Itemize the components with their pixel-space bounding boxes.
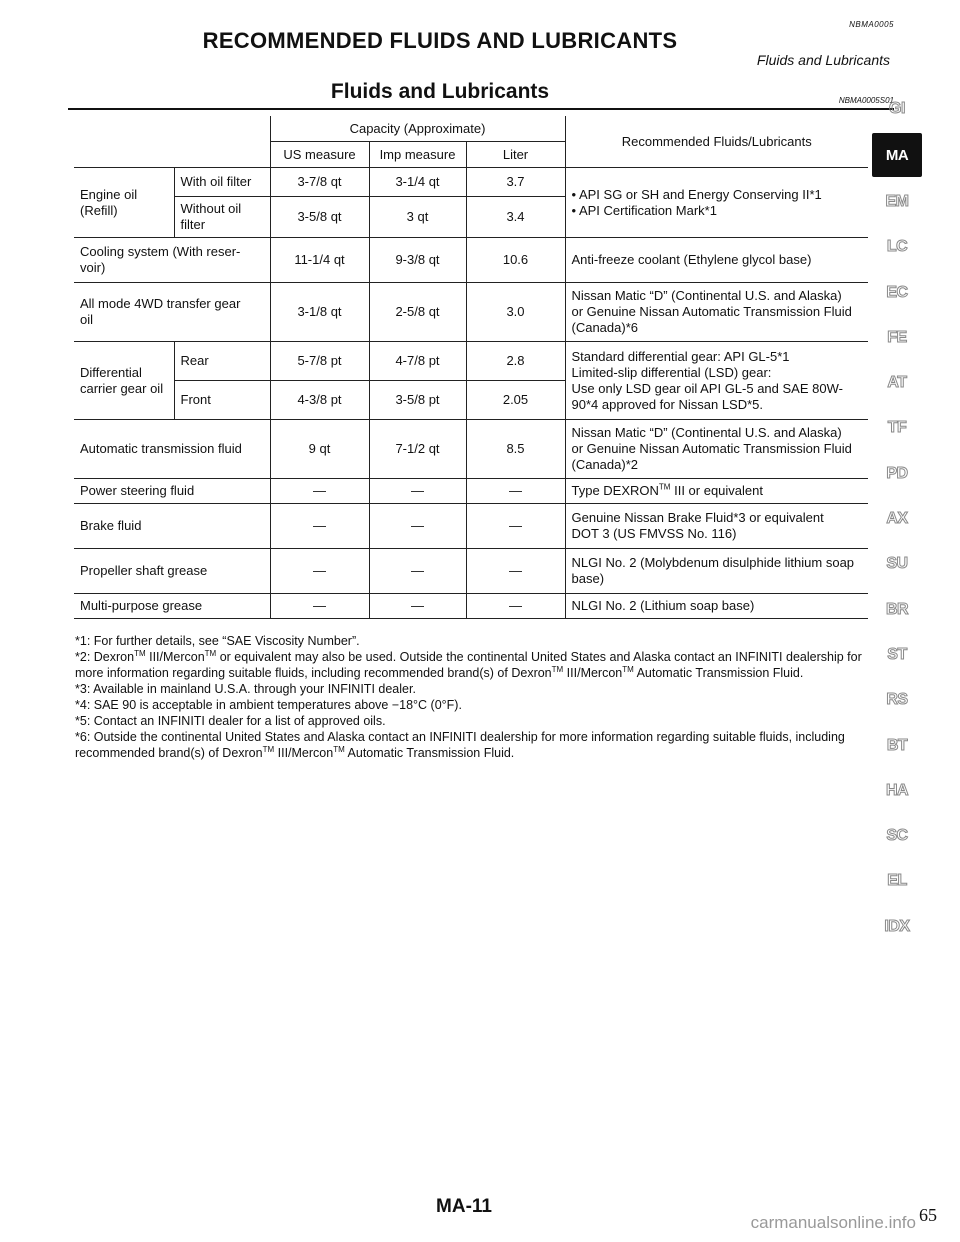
section-title: Fluids and Lubricants bbox=[330, 80, 550, 103]
table-cell: 2.05 bbox=[466, 381, 565, 420]
tab-tf[interactable]: TF bbox=[887, 419, 907, 437]
tab-em[interactable]: EM bbox=[885, 192, 909, 210]
table-cell: 4-7/8 pt bbox=[369, 342, 466, 381]
tab-br[interactable]: BR bbox=[885, 600, 909, 618]
table-cell: — bbox=[270, 594, 369, 619]
multipurpose-grease-recommendation: NLGI No. 2 (Lithium soap base) bbox=[565, 594, 868, 619]
recommended-header: Recommended Fluids/Lubricants bbox=[565, 116, 868, 168]
tab-sc[interactable]: SC bbox=[886, 827, 908, 845]
table-cell: — bbox=[466, 479, 565, 504]
table-cell: 11-1/4 qt bbox=[270, 238, 369, 283]
propeller-grease-recommendation: NLGI No. 2 (Molybdenum disulphide lithium soap base) bbox=[565, 549, 868, 594]
table-cell: 3 qt bbox=[369, 197, 466, 238]
tab-lc[interactable]: LC bbox=[886, 238, 908, 256]
tab-pd[interactable]: PD bbox=[886, 464, 908, 482]
table-row bbox=[74, 420, 868, 479]
header-code: NBMA0005 bbox=[849, 20, 894, 29]
table-cell: 3.7 bbox=[466, 168, 565, 197]
tab-ha[interactable]: HA bbox=[885, 781, 909, 799]
table-cell: 7-1/2 qt bbox=[369, 420, 466, 479]
imp-measure-header: Imp measure bbox=[369, 142, 466, 168]
page-title: RECOMMENDED FLUIDS AND LUBRICANTS bbox=[202, 28, 678, 53]
table-row bbox=[74, 594, 868, 619]
table-row bbox=[74, 283, 868, 342]
table-cell: 3-1/8 qt bbox=[270, 283, 369, 342]
table-cell: 3.0 bbox=[466, 283, 565, 342]
cooling-recommendation: Anti-freeze coolant (Ethylene glycol base) bbox=[565, 238, 868, 283]
capacity-header: Capacity (Approximate) bbox=[270, 116, 565, 142]
atf-recommendation: Nissan Matic “D” (Continental U.S. and Alaska) or Genuine Nissan Automatic Transmission Fluid (Canada)*2 bbox=[565, 420, 868, 479]
tab-gi[interactable]: GI bbox=[889, 99, 905, 117]
footnote-2: *2: Dexron™ III/Mercon™ or equivalent may also be used. Outside the continental United States and Alaska contact an INFINITI dealership for more information regarding suitable fluids, including recommended brand(s) of Dexron™ III/Mercon™ Automatic Transmission Fluid. bbox=[75, 648, 862, 680]
tab-at[interactable]: AT bbox=[887, 374, 907, 392]
table-cell: — bbox=[369, 504, 466, 549]
brake-fluid-label: Brake fluid bbox=[74, 504, 270, 549]
table-cell: — bbox=[369, 549, 466, 594]
table-row bbox=[74, 479, 868, 504]
table-row bbox=[74, 504, 868, 549]
footnote-6: *6: Outside the continental United States and Alaska contact an INFINITI dealership for more information regarding suitable fluids, including recommended brand(s) of Dexron™ III/Mercon™ Automatic Transmission Fluid. bbox=[75, 730, 845, 760]
table-cell: — bbox=[270, 479, 369, 504]
table-cell: — bbox=[466, 504, 565, 549]
tab-ax[interactable]: AX bbox=[886, 510, 908, 528]
footnotes bbox=[75, 633, 881, 761]
table-cell: 3-7/8 qt bbox=[270, 168, 369, 197]
footnote-5: *5: Contact an INFINITI dealer for a list of approved oils. bbox=[75, 714, 386, 728]
tab-bt[interactable]: BT bbox=[886, 736, 908, 754]
table-cell: — bbox=[270, 504, 369, 549]
table-cell: 5-7/8 pt bbox=[270, 342, 369, 381]
engine-with-filter-label: With oil filter bbox=[174, 168, 270, 197]
table-cell: 8.5 bbox=[466, 420, 565, 479]
page-number: MA-11 bbox=[436, 1196, 492, 1217]
engine-without-filter-label: Without oil filter bbox=[174, 197, 270, 238]
tab-idx[interactable]: IDX bbox=[884, 917, 910, 935]
table-cell: 10.6 bbox=[466, 238, 565, 283]
table-cell: 3-1/4 qt bbox=[369, 168, 466, 197]
table-cell: 3-5/8 qt bbox=[270, 197, 369, 238]
differential-recommendation: Standard differential gear: API GL-5*1 Limited-slip differential (LSD) gear: Use only LSD gear oil API GL-5 and SAE 80W- 90*4 approved for Nissan LSD*5. bbox=[565, 342, 868, 420]
diff-front-label: Front bbox=[174, 381, 270, 420]
watermark: carmanualsonline.info bbox=[750, 1213, 916, 1232]
footnote-3: *3: Available in mainland U.S.A. through your INFINITI dealer. bbox=[75, 682, 416, 696]
tab-ma[interactable]: MA bbox=[872, 133, 922, 177]
table-cell: — bbox=[466, 549, 565, 594]
tab-fe[interactable]: FE bbox=[887, 328, 907, 346]
table-row bbox=[74, 238, 868, 283]
tab-ec[interactable]: EC bbox=[886, 283, 908, 301]
tab-su[interactable]: SU bbox=[886, 555, 908, 573]
table-row bbox=[74, 168, 868, 197]
table-cell: 9-3/8 qt bbox=[369, 238, 466, 283]
table-cell: — bbox=[466, 594, 565, 619]
page-subtitle: Fluids and Lubricants bbox=[756, 52, 890, 68]
table-cell: — bbox=[369, 479, 466, 504]
section-tabs bbox=[872, 86, 922, 949]
tab-el[interactable]: EL bbox=[887, 872, 907, 890]
multipurpose-grease-label: Multi-purpose grease bbox=[74, 594, 270, 619]
footnote-4: *4: SAE 90 is acceptable in ambient temperatures above −18°C (0°F). bbox=[75, 698, 462, 712]
transfer-recommendation: Nissan Matic “D” (Continental U.S. and Alaska) or Genuine Nissan Automatic Transmission Fluid (Canada)*6 bbox=[565, 283, 868, 342]
atf-label: Automatic transmission fluid bbox=[74, 420, 270, 479]
table-cell: 4-3/8 pt bbox=[270, 381, 369, 420]
footnote-1: *1: For further details, see “SAE Viscosity Number”. bbox=[75, 634, 360, 648]
diff-rear-label: Rear bbox=[174, 342, 270, 381]
propeller-grease-label: Propeller shaft grease bbox=[74, 549, 270, 594]
table-row bbox=[74, 342, 868, 381]
transfer-label: All mode 4WD transfer gear oil bbox=[74, 283, 270, 342]
table-row bbox=[74, 549, 868, 594]
section-rule bbox=[68, 108, 894, 110]
table-cell: — bbox=[369, 594, 466, 619]
table-cell: 9 qt bbox=[270, 420, 369, 479]
tab-rs[interactable]: RS bbox=[886, 691, 908, 709]
us-measure-header: US measure bbox=[270, 142, 369, 168]
table-cell: 3-5/8 pt bbox=[369, 381, 466, 420]
table-cell: 3.4 bbox=[466, 197, 565, 238]
tab-st[interactable]: ST bbox=[887, 645, 907, 663]
liter-header: Liter bbox=[466, 142, 565, 168]
power-steering-label: Power steering fluid bbox=[74, 479, 270, 504]
fluids-table bbox=[74, 116, 868, 619]
page-corner-number: 65 bbox=[919, 1205, 937, 1225]
table-cell: 2-5/8 qt bbox=[369, 283, 466, 342]
cooling-label: Cooling system (With reser- voir) bbox=[74, 238, 270, 283]
table-cell: — bbox=[270, 549, 369, 594]
differential-label: Differential carrier gear oil bbox=[74, 342, 174, 420]
power-steering-recommendation: Type DEXRON™ III or equivalent bbox=[565, 479, 868, 504]
table-header-row bbox=[74, 116, 868, 142]
engine-oil-label: Engine oil (Refill) bbox=[74, 168, 174, 238]
table-cell: 2.8 bbox=[466, 342, 565, 381]
section-code: NBMA0005S01 bbox=[838, 96, 894, 105]
brake-fluid-recommendation: Genuine Nissan Brake Fluid*3 or equivalent DOT 3 (US FMVSS No. 116) bbox=[565, 504, 868, 549]
engine-oil-recommendation: • API SG or SH and Energy Conserving II*1 • API Certification Mark*1 bbox=[565, 168, 868, 238]
